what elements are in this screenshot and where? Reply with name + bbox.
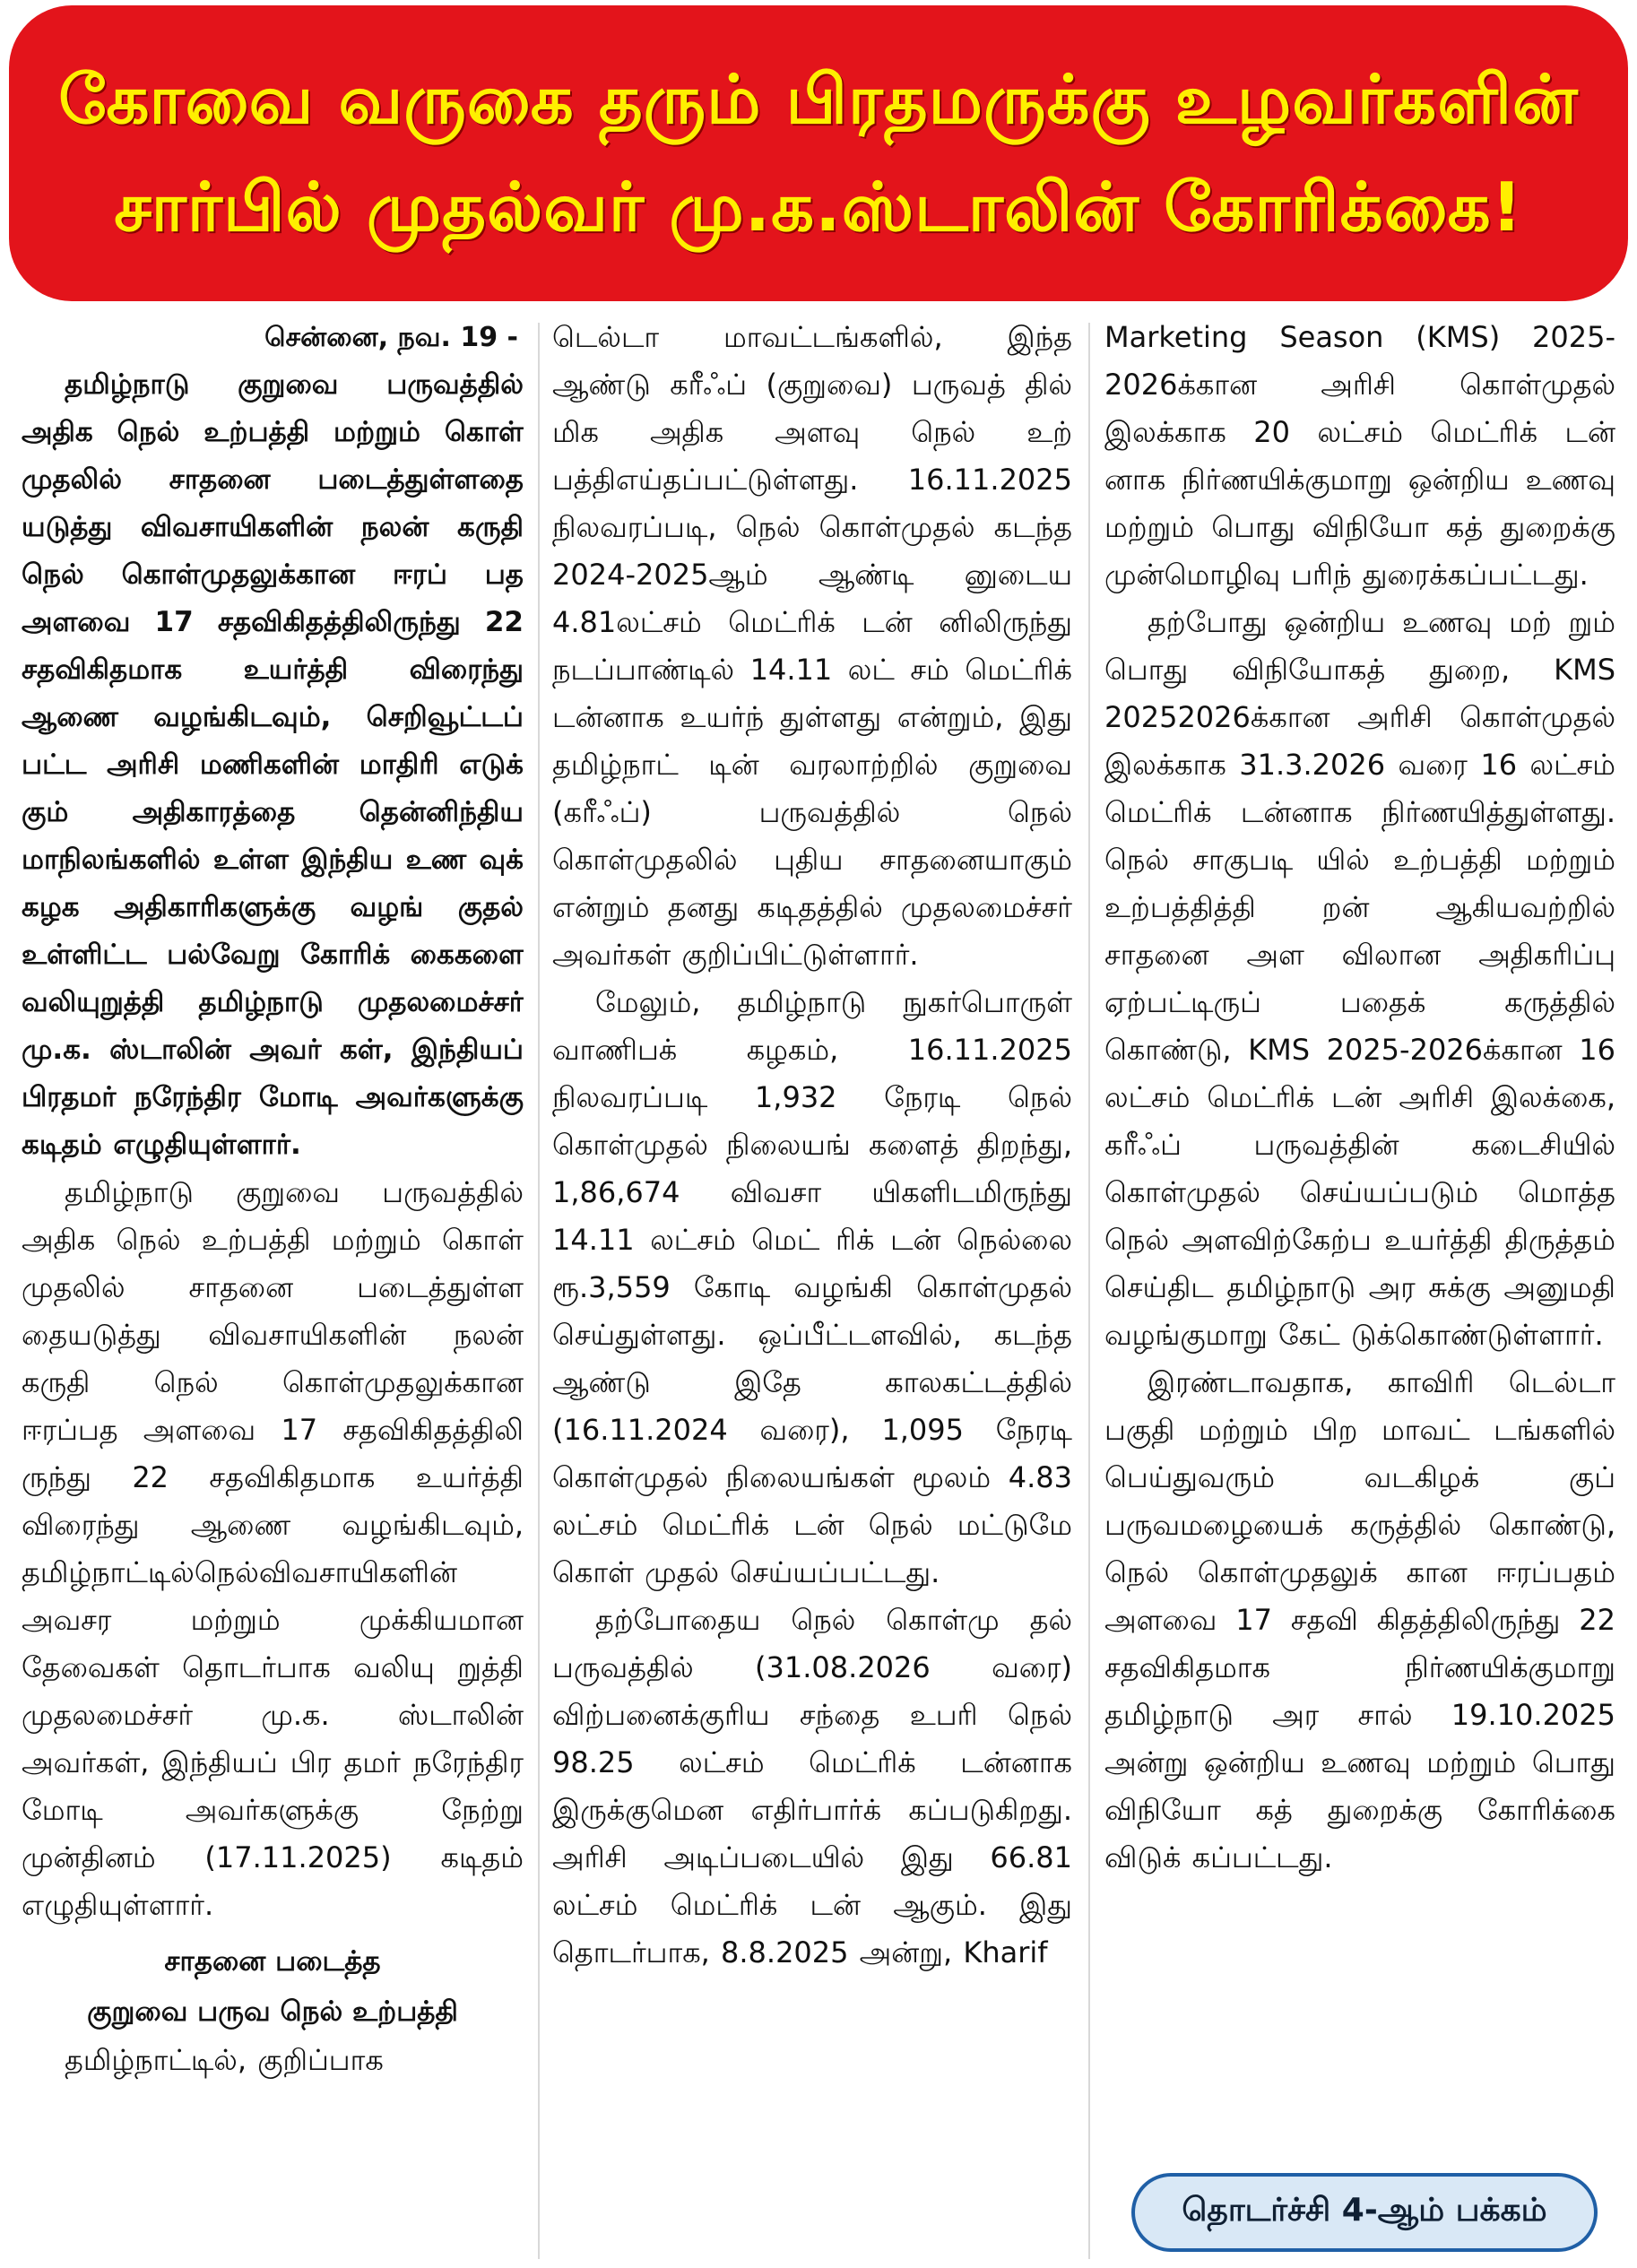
column-divider: [1088, 323, 1090, 2259]
headline-banner: [9, 5, 1628, 301]
paragraph: தமிழ்நாட்டில், குறிப்பாக: [65, 2043, 384, 2077]
continued-on-page-badge: தொடர்ச்சி 4-ஆம் பக்கம்: [1131, 2173, 1598, 2252]
subheading: குறுவை பருவ நெல் உற்பத்தி: [87, 1995, 458, 2028]
column-divider: [538, 323, 540, 2259]
paragraph: தமிழ்நாடு குறுவை பருவத்தில் அதிக நெல் உற்பத்தி மற்றும் கொள் முதலில் சாதனை படைத்துள்ள தையடுத்து விவசாயிகளின் நலன் கருதி நெல் கொள்முதலுக்கான ஈரப்பத அளவை 17 சதவிகிதத்திலி ருந்து 22 சதவிகிதமாக உயர்த்தி விரைந்து ஆணை வழங்கிடவும், தமிழ்நாட்டில்நெல்விவசாயிகளின் அவசர மற்றும் முக்கியமான தேவைகள் தொடர்பாக வலியு றுத்தி முதலமைச்சர் மு.க. ஸ்டாலின் அவர்கள், இந்தியப் பிர தமர் நரேந்திர மோடி அவர்களுக்கு நேற்று முன்தினம் (17.11.2025) கடிதம் எழுதியுள்ளார்.: [22, 1175, 524, 1922]
paragraph: இரண்டாவதாக, காவிரி டெல்டா பகுதி மற்றும் பிற மாவட் டங்களில் பெய்துவரும் வடகிழக் குப் பருவமழையைக் கருத்தில் கொண்டு, நெல் கொள்முதலுக் கான ஈரப்பதம் அளவை 17 சதவி கிதத்திலிருந்து 22 சதவிகிதமாக நிர்ணயிக்குமாறு தமிழ்நாடு அர சால் 19.10.2025 அன்று ஒன்றிய உணவு மற்றும் பொது விநியோ கத் துறைக்கு கோரிக்கை விடுக் கப்பட்டது.: [1104, 1365, 1615, 1874]
headline-line-1: கோவை வருகை தரும் பிரதமருக்கு உழவர்களின்: [58, 60, 1579, 139]
article-column-1: [22, 314, 524, 2268]
headline-line-2: சார்பில் முதல்வர் மு.க.ஸ்டாலின் கோரிக்கை!: [114, 168, 1523, 247]
article-body: [0, 314, 1637, 2268]
lead-paragraph: தமிழ்நாடு குறுவை பருவத்தில் அதிக நெல் உற்பத்தி மற்றும் கொள் முதலில் சாதனை படைத்துள்ளதை யடுத்து விவசாயிகளின் நலன் கருதி நெல் கொள்முதலுக்கான ஈரப் பத அளவை 17 சதவிகிதத்திலிருந்து 22 சதவிகிதமாக உயர்த்தி விரைந்து ஆணை வழங்கிடவும், செறிவூட்டப் பட்ட அரிசி மணிகளின் மாதிரி எடுக் கும் அதிகாரத்தை தென்னிந்திய மாநிலங்களில் உள்ள இந்திய உண வுக் கழக அதிகாரிகளுக்கு வழங் குதல் உள்ளிட்ட பல்வேறு கோரிக் கைகளை வலியுறுத்தி தமிழ்நாடு முதலமைச்சர் மு.க. ஸ்டாலின் அவர் கள், இந்தியப் பிரதமர் நரேந்திர மோடி அவர்களுக்கு கடிதம் எழுதியுள்ளார்.: [22, 368, 524, 1161]
paragraph: மேலும், தமிழ்நாடு நுகர்பொருள் வாணிபக் கழகம், 16.11.2025 நிலவரப்படி 1,932 நேரடி நெல் கொள்முதல் நிலையங் களைத் திறந்து, 1,86,674 விவசா யிகளிடமிருந்து 14.11 லட்சம் மெட் ரிக் டன் நெல்லை ரூ.3,559 கோடி வழங்கி கொள்முதல் செய்துள்ளது. ஒப்பீட்டளவில், கடந்த ஆண்டு இதே காலகட்டத்தில் (16.11.2024 வரை), 1,095 நேரடி கொள்முதல் நிலையங்கள் மூலம் 4.83 லட்சம் மெட்ரிக் டன் நெல் மட்டுமே கொள் முதல் செய்யப்பட்டது.: [552, 985, 1072, 1589]
article-column-2: [552, 314, 1072, 2268]
article-column-3: [1104, 314, 1615, 2268]
dateline: சென்னை, நவ. 19 -: [264, 322, 518, 353]
paragraph: Marketing Season (KMS) 2025-2026க்கான அரிசி கொள்முதல் இலக்காக 20 லட்சம் மெட்ரிக் டன் னாக நிர்ணயிக்குமாறு ஒன்றிய உணவு மற்றும் பொது விநியோ கத் துறைக்கு முன்மொழிவு பரிந் துரைக்கப்பட்டது.: [1104, 320, 1615, 592]
paragraph: தற்போதைய நெல் கொள்மு தல் பருவத்தில் (31.08.2026 வரை) விற்பனைக்குரிய சந்தை உபரி நெல் 98.25 லட்சம் மெட்ரிக் டன்னாக இருக்குமென எதிர்பார்க் கப்படுகிறது. அரிசி அடிப்படையில் இது 66.81 லட்சம் மெட்ரிக் டன் ஆகும். இது தொடர்பாக, 8.8.2025 அன்று, Kharif: [552, 1603, 1072, 1969]
paragraph: தற்போது ஒன்றிய உணவு மற் றும் பொது விநியோகத் துறை, KMS 20252026க்கான அரிசி கொள்முதல் இலக்காக 31.3.2026 வரை 16 லட்சம் மெட்ரிக் டன்னாக நிர்ணயித்துள்ளது. நெல் சாகுபடி யில் உற்பத்தி மற்றும் உற்பத்தித்தி றன் ஆகியவற்றில் சாதனை அள விலான அதிகரிப்பு ஏற்பட்டிருப் பதைக் கருத்தில் கொண்டு, KMS 2025-2026க்கான 16 லட்சம் மெட்ரிக் டன் அரிசி இலக்கை, கரீஃப் பருவத்தின் கடைசியில் கொள்முதல் செய்யப்படும் மொத்த நெல் அளவிற்கேற்ப உயர்த்தி திருத்தம் செய்திட தமிழ்நாடு அர சுக்கு அனுமதி வழங்குமாறு கேட் டுக்கொண்டுள்ளார்.: [1104, 605, 1615, 1352]
paragraph: டெல்டா மாவட்டங்களில், இந்த ஆண்டு கரீஃப் (குறுவை) பருவத் தில் மிக அதிக அளவு நெல் உற் பத்திஎய்தப்பட்டுள்ளது. 16.11.2025 நிலவரப்படி, நெல் கொள்முதல் கடந்த 2024-2025ஆம் ஆண்டி னுடைய 4.81லட்சம் மெட்ரிக் டன் னிலிருந்து நடப்பாண்டில் 14.11 லட் சம் மெட்ரிக் டன்னாக உயர்ந் துள்ளது என்றும், இது தமிழ்நாட் டின் வரலாற்றில் குறுவை (கரீஃப்) பருவத்தில் நெல் கொள்முதலில் புதிய சாதனையாகும் என்றும் தனது கடிதத்தில் முதலமைச்சர் அவர்கள் குறிப்பிட்டுள்ளார்.: [552, 320, 1072, 972]
subheading: சாதனை படைத்த: [164, 1945, 381, 1978]
